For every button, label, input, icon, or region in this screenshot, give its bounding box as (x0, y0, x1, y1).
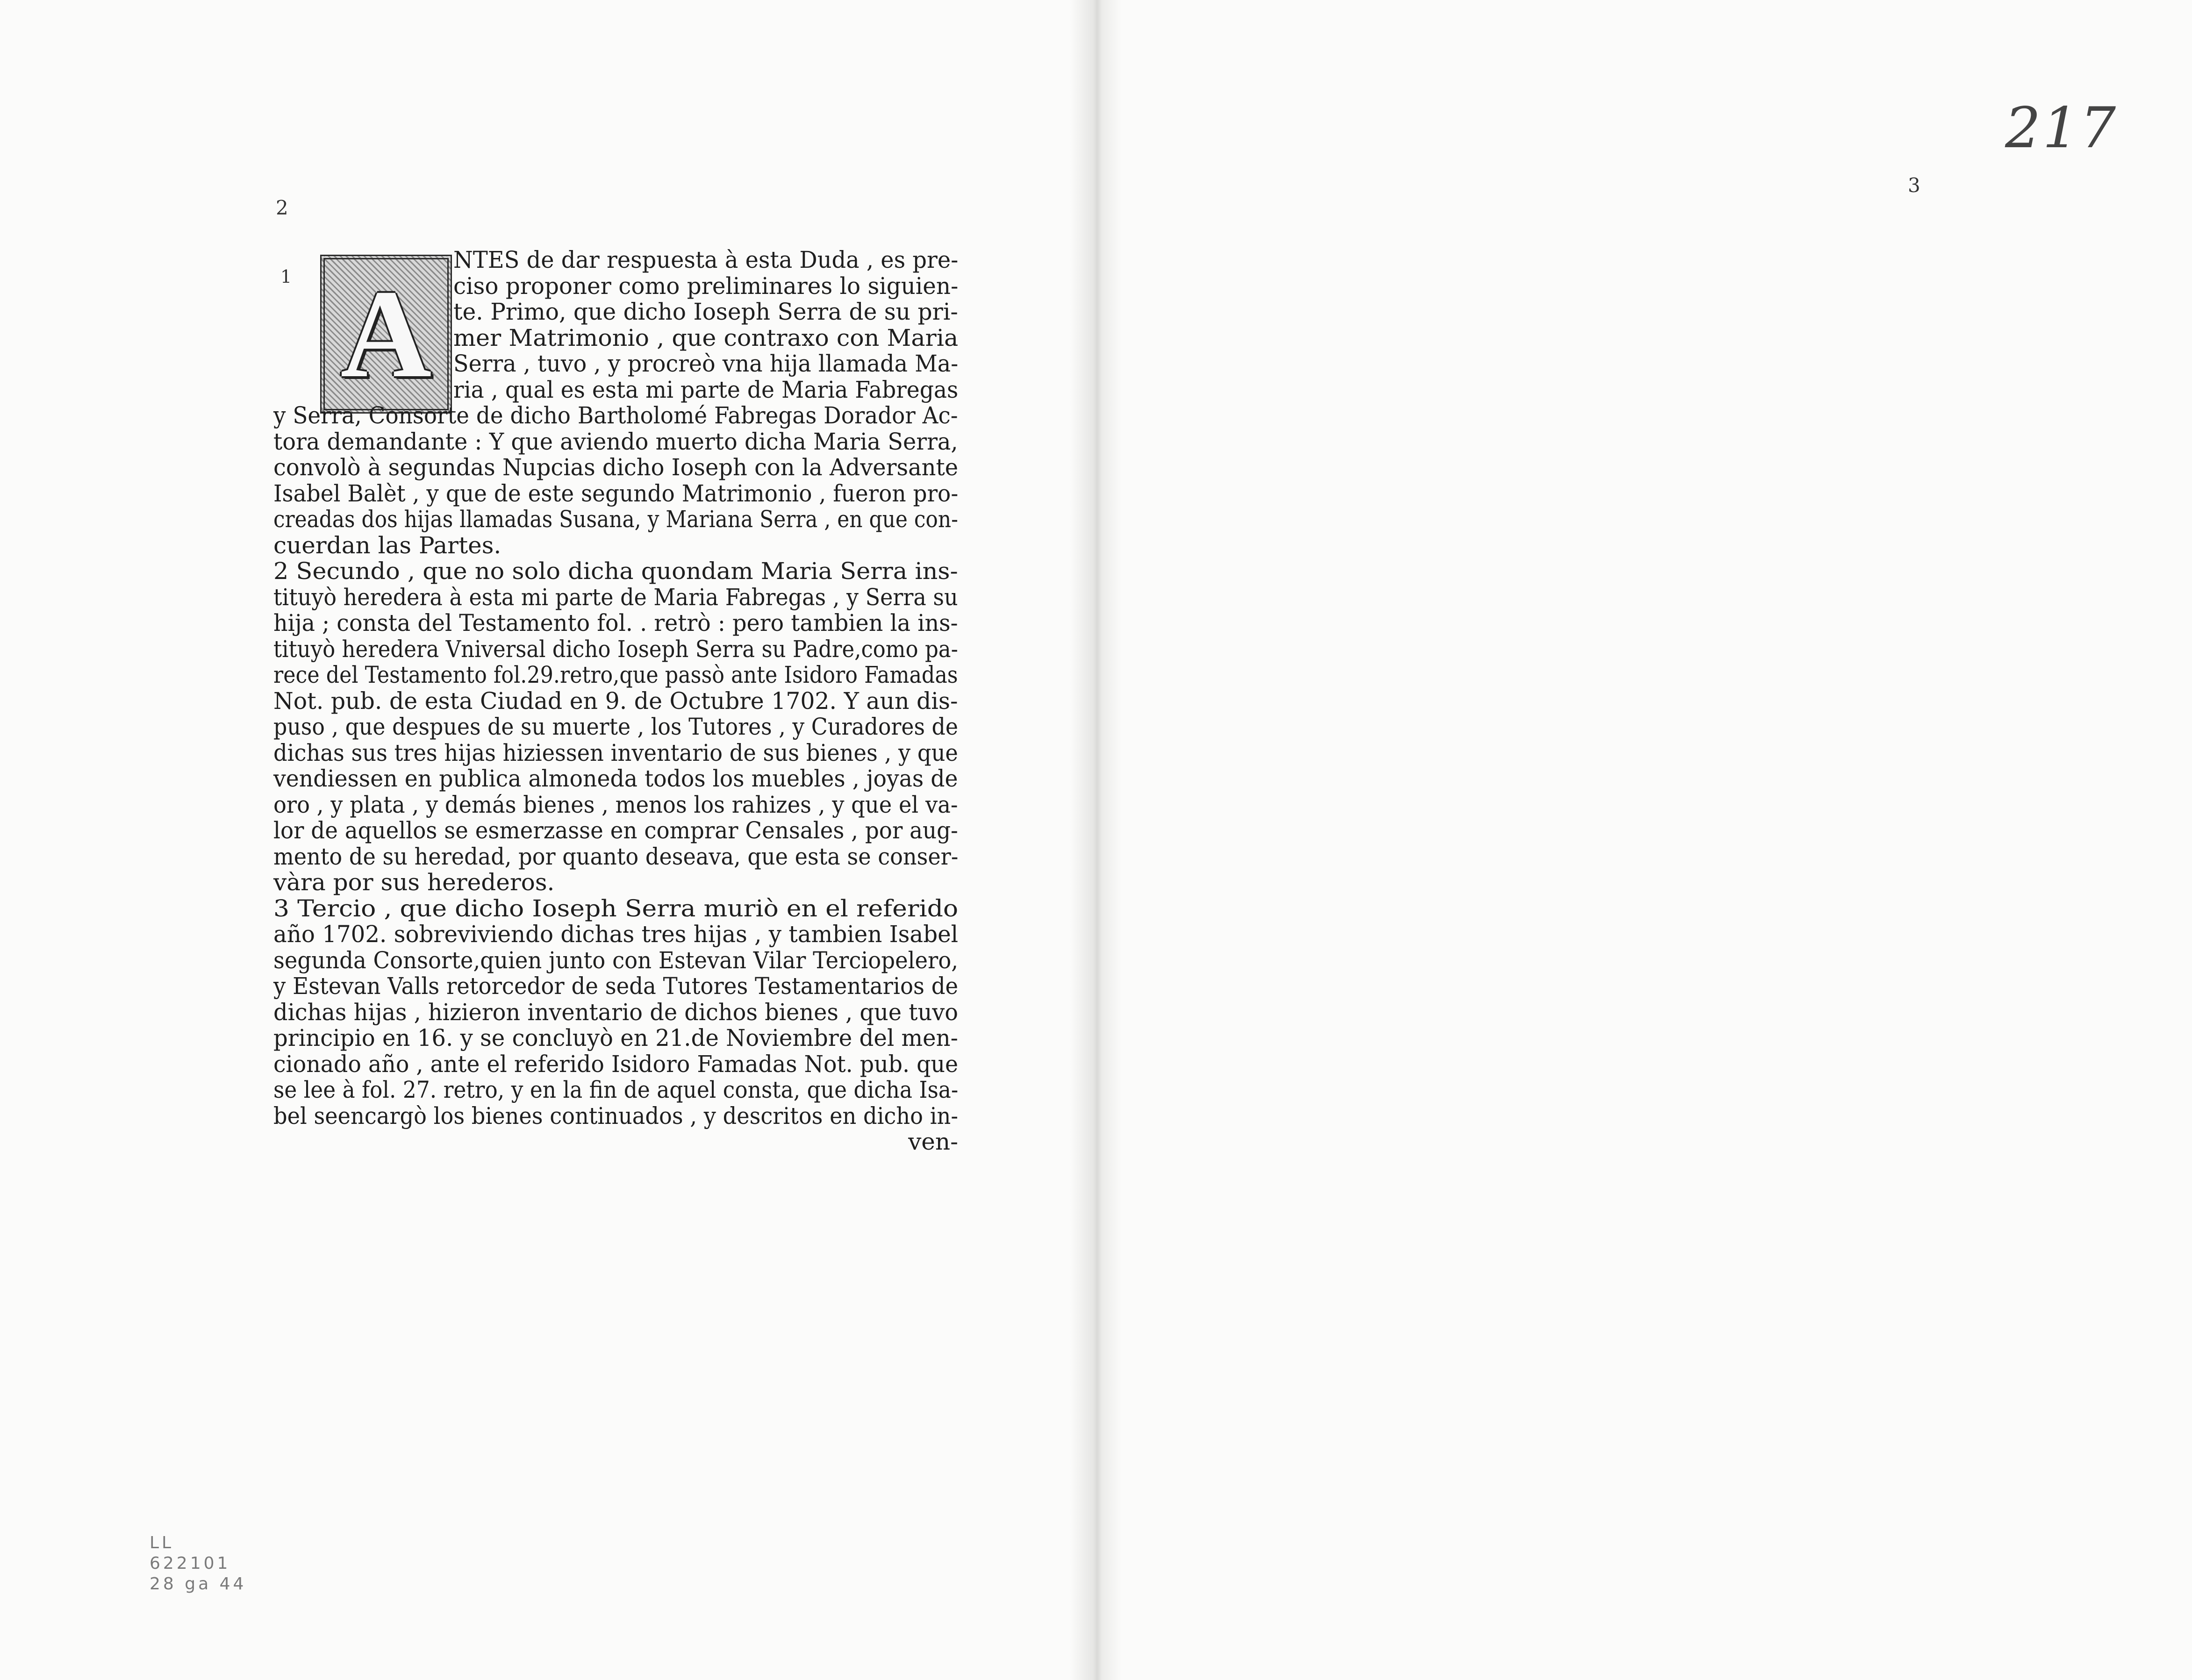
text-line: tituyò heredera Vniversal dicho Ioseph Serra su Padre,como pa- (273, 635, 958, 663)
text-line: tora demandante : Y que aviendo muerto dicha Maria Serra, (273, 428, 958, 455)
left-page-folio: 2 (276, 196, 288, 219)
text-line: dichas hijas , hizieron inventario de dichos bienes , que tuvo (273, 998, 958, 1026)
book-gutter (1070, 0, 1122, 1680)
text-line: rece del Testamento fol.29.retro,que passò ante Isidoro Famadas (273, 661, 958, 688)
text-line: dichas sus tres hijas hiziessen inventario de sus bienes , y que (273, 739, 958, 766)
text-line: segunda Consorte,quien junto con Estevan Vilar Terciopelero, (273, 946, 959, 974)
right-page-folio: 3 (1908, 174, 1920, 197)
text-line: cionado año , ante el referido Isidoro Famadas Not. pub. que (273, 1050, 959, 1078)
shelfmark-line: 28 ga 44 (150, 1574, 247, 1594)
manuscript-folio-number: 217 (2005, 96, 2118, 161)
text-line: principio en 16. y se concluyò en 21.de Noviembre del men- (273, 1024, 958, 1051)
text-line: creadas dos hijas llamadas Susana, y Mariana Serra , en que con- (273, 506, 958, 533)
text-line: bel seencargò los bienes continuados , y descritos en dicho in- (273, 1102, 958, 1130)
text-line: cuerdan las Partes. (273, 531, 501, 559)
text-line: tituyò heredera à esta mi parte de Maria Fabregas , y Serra su (273, 583, 958, 611)
text-line: 2 Secundo , que no solo dicha quondam Maria Serra ins- (273, 558, 958, 585)
text-line: año 1702. sobreviviendo dichas tres hijas , y tambien Isabel (273, 921, 959, 948)
decorated-initial-letter: A (340, 264, 432, 404)
left-page (0, 0, 1070, 1680)
text-line: te. Primo, que dicho Ioseph Serra de su pri- (453, 298, 958, 325)
text-line: y Serra, Consorte de dicho Bartholomé Fabregas Dorador Ac- (273, 402, 958, 429)
text-line: Not. pub. de esta Ciudad en 9. de Octubre 1702. Y aun dis- (273, 687, 958, 715)
text-line: vendiessen en publica almoneda todos los muebles , joyas de (273, 765, 958, 792)
decorated-initial (320, 255, 452, 414)
text-line: ven- (908, 1128, 958, 1155)
text-line: y Estevan Valls retorcedor de seda Tutores Testamentarios de (273, 972, 959, 1000)
text-line: Serra , tuvo , y procreò vna hija llamada Ma- (453, 350, 959, 377)
paragraph-number: 1 (280, 266, 292, 287)
text-line: hija ; consta del Testamento fol. . retrò : pero tambien la ins- (273, 609, 958, 636)
text-line: mento de su heredad, por quanto deseava, que esta se conser- (273, 843, 959, 870)
text-line: 3 Tercio , que dicho Ioseph Serra muriò en el referido (273, 894, 959, 922)
text-line: mer Matrimonio , que contraxo con Maria (453, 324, 959, 351)
text-line: ria , qual es esta mi parte de Maria Fabregas (453, 376, 959, 403)
text-line: NTES de dar respuesta à esta Duda , es pre- (453, 246, 959, 273)
text-line: lor de aquellos se esmerzasse en comprar Censales , por aug- (273, 817, 958, 844)
library-shelfmark (150, 1533, 246, 1594)
text-line: puso , que despues de su muerte , los Tutores , y Curadores de (273, 713, 958, 740)
text-line: oro , y plata , y demás bienes , menos los rahizes , y que el va- (273, 791, 958, 818)
text-line: ciso proponer como preliminares lo siguien- (453, 272, 959, 300)
right-page (1122, 0, 2192, 1680)
shelfmark-line: 622101 (150, 1554, 231, 1573)
text-line: vàra por sus herederos. (273, 869, 555, 896)
text-line: convolò à segundas Nupcias dicho Ioseph con la Adversante (273, 454, 959, 481)
text-line: se lee à fol. 27. retro, y en la fin de aquel consta, que dicha Isa- (273, 1076, 959, 1103)
text-line: Isabel Balèt , y que de este segundo Matrimonio , fueron pro- (273, 479, 959, 507)
shelfmark-line: LL (150, 1533, 174, 1552)
